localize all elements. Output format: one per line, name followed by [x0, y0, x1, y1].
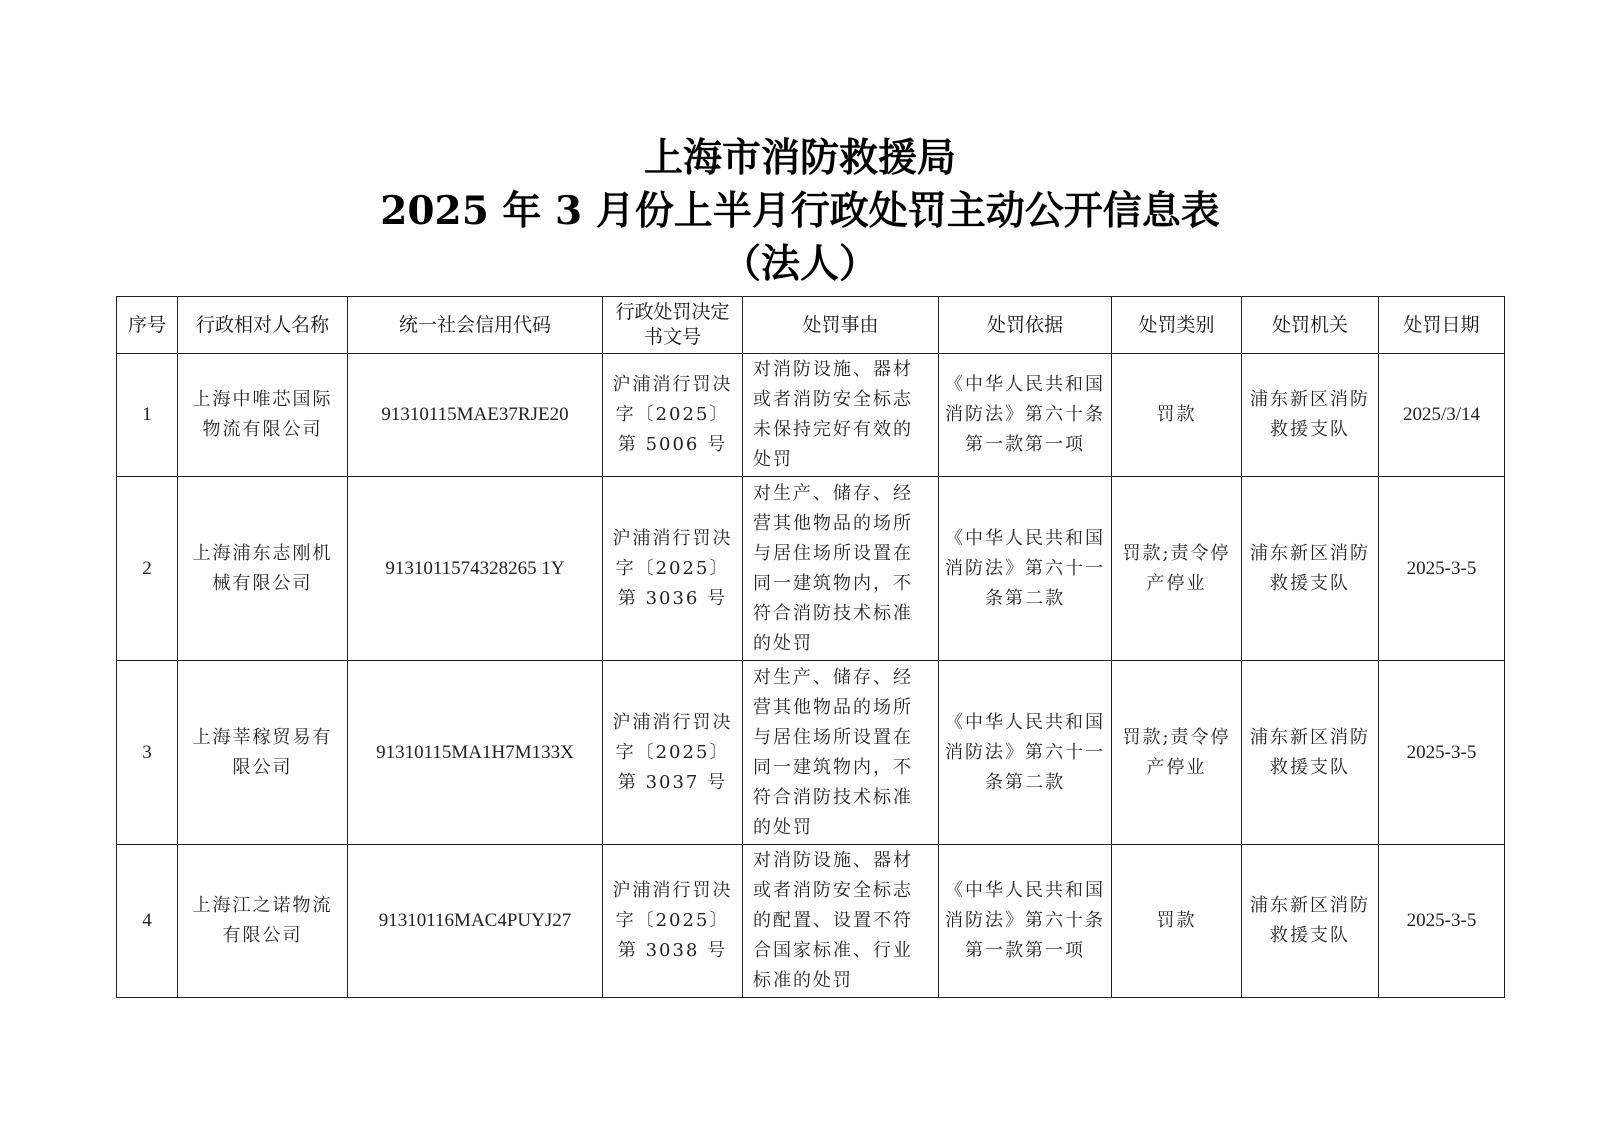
cell-basis: 《中华人民共和国消防法》第六十一条第二款 [939, 477, 1112, 661]
cell-authority: 浦东新区消防救援支队 [1242, 354, 1379, 477]
cell-date: 2025-3-5 [1379, 477, 1505, 661]
cell-doc-no: 沪浦消行罚决字〔2025〕第 3037 号 [603, 661, 743, 845]
cell-authority: 浦东新区消防救援支队 [1242, 661, 1379, 845]
cell-seq: 2 [117, 477, 178, 661]
table-row [117, 477, 1505, 661]
table-header-row [117, 297, 1505, 354]
cell-seq: 3 [117, 661, 178, 845]
cell-category: 罚款 [1112, 354, 1242, 477]
cell-reason: 对生产、储存、经营其他物品的场所与居住场所设置在同一建筑物内，不符合消防技术标准的处罚 [743, 477, 939, 661]
cell-reason: 对生产、储存、经营其他物品的场所与居住场所设置在同一建筑物内，不符合消防技术标准的处罚 [743, 661, 939, 845]
header-authority: 处罚机关 [1242, 297, 1379, 354]
table-row [117, 845, 1505, 998]
header-basis: 处罚依据 [939, 297, 1112, 354]
document-title [0, 132, 1600, 291]
cell-seq: 4 [117, 845, 178, 998]
cell-reason: 对消防设施、器材或者消防安全标志的配置、设置不符合国家标准、行业标准的处罚 [743, 845, 939, 998]
cell-seq: 1 [117, 354, 178, 477]
cell-category: 罚款 [1112, 845, 1242, 998]
header-credit-code: 统一社会信用代码 [348, 297, 603, 354]
header-reason: 处罚事由 [743, 297, 939, 354]
cell-date: 2025-3-5 [1379, 845, 1505, 998]
cell-authority: 浦东新区消防救援支队 [1242, 477, 1379, 661]
cell-category: 罚款;责令停产停业 [1112, 477, 1242, 661]
table-row [117, 354, 1505, 477]
cell-credit-code: 91310115MAE37RJE20 [348, 354, 603, 477]
cell-basis: 《中华人民共和国消防法》第六十一条第二款 [939, 661, 1112, 845]
cell-date: 2025-3-5 [1379, 661, 1505, 845]
cell-basis: 《中华人民共和国消防法》第六十条第一款第一项 [939, 845, 1112, 998]
title-category: （法人） [721, 241, 878, 287]
title-agency: 上海市消防救援局 [643, 135, 956, 181]
cell-reason: 对消防设施、器材或者消防安全标志未保持完好有效的处罚 [743, 354, 939, 477]
penalty-table [116, 296, 1505, 998]
cell-party: 上海江之诺物流有限公司 [178, 845, 348, 998]
cell-authority: 浦东新区消防救援支队 [1242, 845, 1379, 998]
header-category: 处罚类别 [1112, 297, 1242, 354]
header-date: 处罚日期 [1379, 297, 1505, 354]
cell-category: 罚款;责令停产停业 [1112, 661, 1242, 845]
table-row [117, 661, 1505, 845]
cell-date: 2025/3/14 [1379, 354, 1505, 477]
cell-credit-code: 9131011574328265 1Y [348, 477, 603, 661]
cell-doc-no: 沪浦消行罚决字〔2025〕第 3038 号 [603, 845, 743, 998]
header-doc-no: 行政处罚决定书文号 [603, 297, 743, 354]
cell-party: 上海中唯芯国际物流有限公司 [178, 354, 348, 477]
cell-credit-code: 91310116MAC4PUYJ27 [348, 845, 603, 998]
cell-doc-no: 沪浦消行罚决字〔2025〕第 3036 号 [603, 477, 743, 661]
cell-doc-no: 沪浦消行罚决字〔2025〕第 5006 号 [603, 354, 743, 477]
header-seq: 序号 [117, 297, 178, 354]
cell-basis: 《中华人民共和国消防法》第六十条第一款第一项 [939, 354, 1112, 477]
cell-credit-code: 91310115MA1H7M133X [348, 661, 603, 845]
cell-party: 上海浦东志刚机械有限公司 [178, 477, 348, 661]
header-party: 行政相对人名称 [178, 297, 348, 354]
cell-party: 上海莘稼贸易有限公司 [178, 661, 348, 845]
title-report: 2025 年 3 月份上半月行政处罚主动公开信息表 [380, 188, 1220, 234]
